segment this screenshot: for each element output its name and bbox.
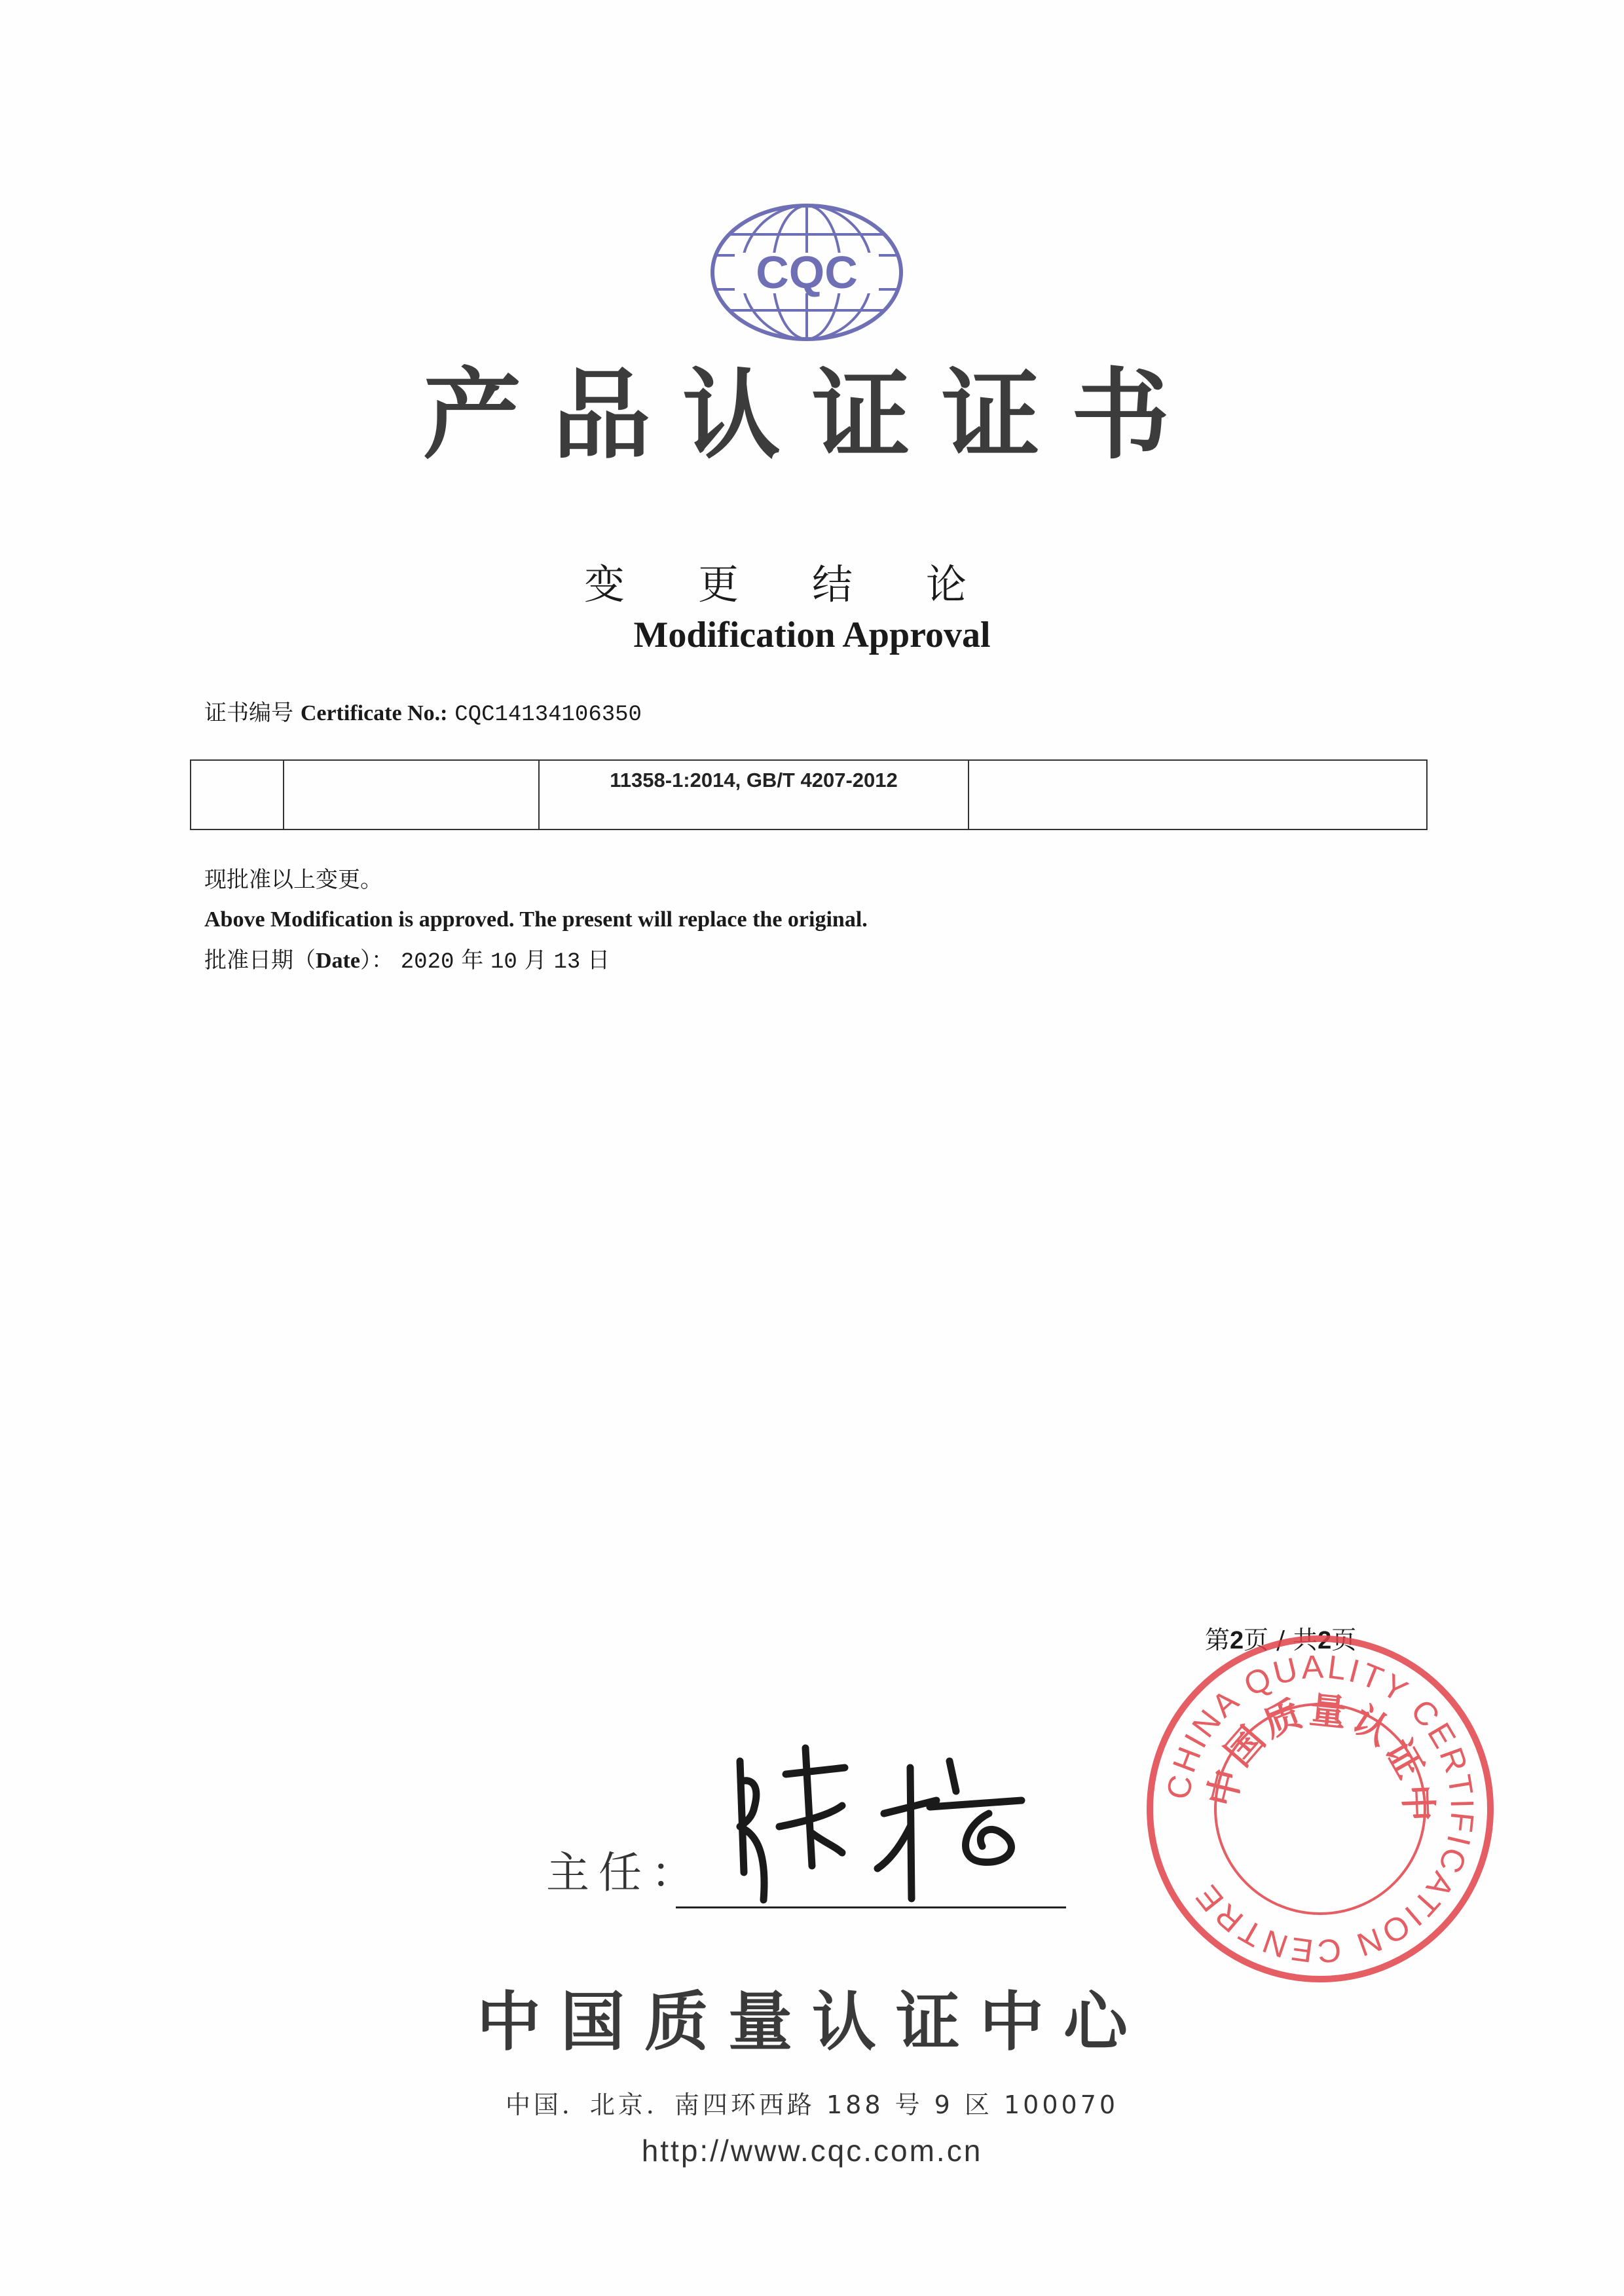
organization-website[interactable]: http://www.cqc.com.cn [641, 2134, 983, 2168]
logo-text: CQC [756, 247, 858, 298]
table-row [191, 760, 1427, 829]
date-label-cn: 批准日期（ [204, 947, 316, 974]
page-number-suffix: 页 [1331, 1626, 1357, 1654]
handwritten-signature-icon [714, 1728, 1054, 1925]
page-number-total: 2 [1318, 1627, 1332, 1654]
approval-text-cn: 现批准以上变更。 [204, 867, 382, 893]
seal-inner-text: 中国质量认证中 [1200, 1688, 1440, 1827]
official-seal [1145, 1633, 1496, 1984]
table-cell [191, 760, 284, 829]
page-title: 产品认证证书 [422, 359, 1201, 473]
date-month-unit: 月 [524, 947, 547, 974]
date-day-unit: 日 [587, 947, 610, 974]
approval-text-en: Above Modification is approved. The present will replace the original. [204, 907, 868, 932]
director-label: 主任： [546, 1848, 703, 1898]
director-signature [714, 1728, 1054, 1925]
modification-table [190, 759, 1428, 830]
approval-date-line [204, 949, 610, 974]
certificate-label-en: Certificate No.: [300, 701, 448, 725]
date-label-end: ）： [360, 947, 394, 974]
date-label-en: Date [316, 949, 360, 973]
cqc-logo [709, 202, 905, 343]
certificate-number-line [204, 702, 642, 726]
seal-stamp-icon [1145, 1633, 1496, 1984]
page-number-mid: 页 / 共 [1244, 1626, 1318, 1654]
organization-address: 中国．北京．南四环西路 188 号 9 区 100070 [505, 2090, 1119, 2119]
date-year-unit: 年 [461, 947, 484, 974]
table-cell-standard: 11358-1:2014, GB/T 4207-2012 [539, 760, 969, 829]
seal-outer-text: CHINA QUALITY CERTIFICATION CENTRE [1159, 1648, 1481, 1970]
certificate-label-cn: 证书编号 [204, 700, 293, 726]
organization-name: 中国质量认证中心 [476, 1985, 1147, 2060]
cqc-globe-icon [709, 202, 905, 343]
certificate-number: CQC14134106350 [454, 702, 642, 727]
subtitle-cn: 变更结论 [583, 560, 1040, 608]
date-month: 10 [490, 950, 517, 975]
date-year: 2020 [400, 950, 454, 975]
date-day: 13 [553, 950, 581, 975]
table-cell [969, 760, 1427, 829]
page-number-prefix: 第 [1205, 1626, 1230, 1654]
subtitle-en: Modification Approval [633, 615, 991, 655]
page-number-current: 2 [1230, 1627, 1244, 1654]
table-cell [284, 760, 539, 829]
